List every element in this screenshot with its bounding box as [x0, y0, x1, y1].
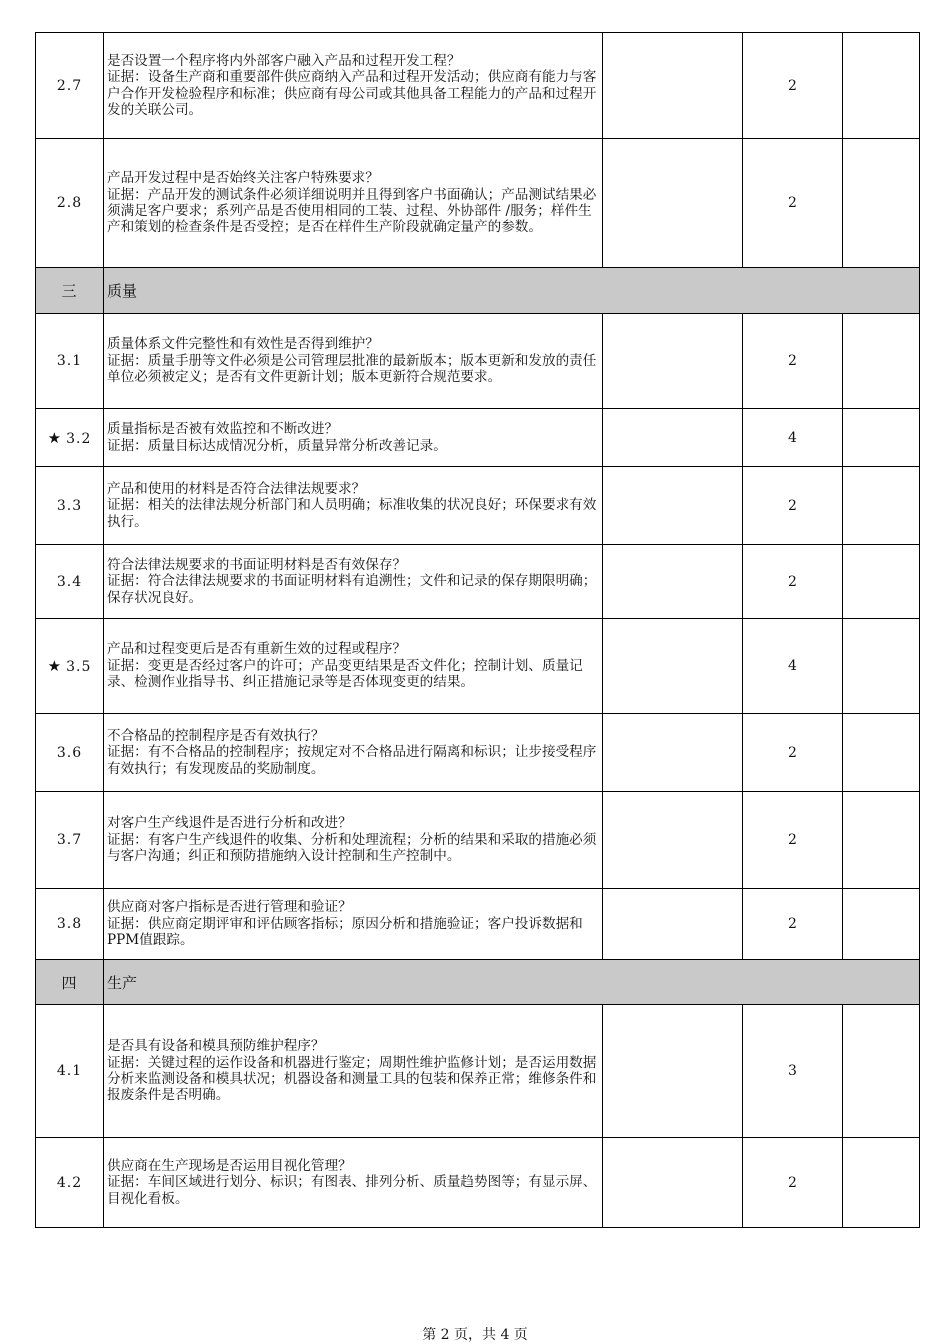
item-question: 对客户生产线退件是否进行分析和改进？: [107, 815, 352, 832]
item-question: 质量体系文件完整性和有效性是否得到维护？: [107, 336, 379, 353]
result-cell: [603, 792, 743, 889]
checklist-row: [36, 792, 920, 889]
item-evidence: 证据：车间区域进行划分、标识；有图表、排列分析、质量趋势图等；有显示屏、目视化看板。: [107, 1174, 597, 1207]
remark-cell: [843, 1005, 920, 1138]
score-cell: 3: [743, 1005, 843, 1138]
item-number: 3.8: [56, 916, 83, 932]
result-cell: [603, 139, 743, 268]
checklist-row: [36, 467, 920, 545]
item-question: 符合法律法规要求的书面证明材料是否有效保存？: [107, 556, 407, 573]
item-number-cell: [36, 889, 104, 960]
result-cell: [603, 409, 743, 467]
remark-cell: [843, 139, 920, 268]
remark-cell: [843, 409, 920, 467]
item-number: 3.7: [56, 832, 83, 848]
score-cell: 2: [743, 33, 843, 139]
item-question: 质量指标是否被有效监控和不断改进？: [107, 421, 339, 438]
checklist-row: [36, 889, 920, 960]
item-content-cell: [104, 409, 603, 467]
section-title: 质量: [104, 268, 920, 314]
score-cell: 2: [743, 889, 843, 960]
item-number-cell: [36, 467, 104, 545]
result-cell: [603, 714, 743, 792]
item-content-cell: [104, 314, 603, 409]
checklist-row: [36, 1005, 920, 1138]
page-footer: 第 2 页，共 4 页: [422, 1327, 528, 1343]
item-evidence: 证据：符合法律法规要求的书面证明材料有追溯性；文件和记录的保存期限明确；保存状况良好。: [107, 573, 597, 606]
remark-cell: [843, 792, 920, 889]
item-number-cell: [36, 1005, 104, 1138]
item-content-cell: [104, 619, 603, 714]
item-evidence: 证据：质量手册等文件必须是公司管理层批准的最新版本；版本更新和发放的责任单位必须被定义；是否有文件更新计划；版本更新符合规范要求。: [107, 352, 597, 386]
checklist-row: [36, 619, 920, 714]
item-content-cell: [104, 545, 603, 619]
item-question: 供应商对客户指标是否进行管理和验证？: [107, 899, 352, 916]
checklist-row: [36, 409, 920, 467]
result-cell: [603, 467, 743, 545]
item-evidence: 证据：供应商定期评审和评估顾客指标；原因分析和措施验证；客户投诉数据和 PPM值跟踪。: [107, 915, 583, 949]
item-evidence: 证据：变更是否经过客户的许可；产品变更结果是否文件化；控制计划、质量记录、检测作业指导书、纠正措施记录等是否体现变更的结果。: [107, 657, 583, 691]
remark-cell: [843, 889, 920, 960]
score-cell: 2: [743, 792, 843, 889]
checklist-row: [36, 1138, 920, 1228]
item-number: 2.7: [56, 77, 83, 94]
item-question: 不合格品的控制程序是否有效执行？: [107, 727, 325, 744]
item-evidence: 证据：设备生产商和重要部件供应商纳入产品和过程开发活动；供应商有能力与客户合作开发检验程序和标准；供应商有母公司或其他具备工程能力的产品和过程开发的关联公司。: [107, 69, 597, 118]
item-number: 3.1: [56, 353, 83, 369]
item-number: 3.4: [56, 573, 83, 590]
item-number: 3.3: [56, 497, 83, 514]
key-item-star-icon: ★: [47, 428, 63, 447]
item-number: 4.1: [56, 1063, 83, 1079]
remark-cell: [843, 467, 920, 545]
checklist-row: [36, 314, 920, 409]
section-header-row: [36, 268, 920, 314]
remark-cell: [843, 545, 920, 619]
item-evidence: 证据：关键过程的运作设备和机器进行鉴定；周期性维护监修计划；是否运用数据分析来监测设备和模具状况；机器设备和测量工具的包装和保养正常；维修条件和报废条件是否明确。: [107, 1054, 597, 1104]
item-question: 是否设置一个程序将内外部客户融入产品和过程开发工程？: [107, 52, 461, 69]
remark-cell: [843, 619, 920, 714]
audit-checklist-table: [35, 32, 920, 1228]
section-number: 四: [36, 960, 104, 1005]
item-content-cell: [104, 792, 603, 889]
score-cell: 2: [743, 545, 843, 619]
item-number-cell: [36, 139, 104, 268]
item-number: 3.2: [66, 430, 92, 447]
item-question: 产品开发过程中是否始终关注客户特殊要求？: [107, 170, 379, 187]
key-item-star-icon: ★: [47, 657, 63, 675]
checklist-row: [36, 33, 920, 139]
score-cell: 2: [743, 139, 843, 268]
score-cell: 4: [743, 619, 843, 714]
result-cell: [603, 619, 743, 714]
result-cell: [603, 889, 743, 960]
score-cell: 4: [743, 409, 843, 467]
score-cell: 2: [743, 314, 843, 409]
item-evidence: 证据：有客户生产线退件的收集、分析和处理流程；分析的结果和采取的措施必须与客户沟通；纠正和预防措施纳入设计控制和生产控制中。: [107, 831, 597, 865]
item-content-cell: [104, 889, 603, 960]
item-evidence: 证据：质量目标达成情况分析，质量异常分析改善记录。: [107, 437, 447, 454]
result-cell: [603, 33, 743, 139]
item-content-cell: [104, 1005, 603, 1138]
item-question: 产品和过程变更后是否有重新生效的过程或程序？: [107, 641, 407, 658]
item-number: 4.2: [56, 1174, 83, 1191]
item-content-cell: [104, 139, 603, 268]
section-title: 生产: [104, 960, 920, 1005]
result-cell: [603, 314, 743, 409]
item-number-cell: [36, 409, 104, 467]
item-question: 产品和使用的材料是否符合法律法规要求？: [107, 480, 366, 497]
item-number-cell: [36, 792, 104, 889]
item-number: 3.6: [56, 744, 83, 761]
item-number-cell: [36, 714, 104, 792]
remark-cell: [843, 33, 920, 139]
section-header-row: [36, 960, 920, 1005]
section-number: 三: [36, 268, 104, 314]
result-cell: [603, 545, 743, 619]
checklist-row: [36, 545, 920, 619]
item-number-cell: [36, 33, 104, 139]
score-cell: 2: [743, 467, 843, 545]
item-content-cell: [104, 1138, 603, 1228]
item-number-cell: [36, 545, 104, 619]
item-content-cell: [104, 33, 603, 139]
item-question: 是否具有设备和模具预防维护程序？: [107, 1038, 325, 1055]
item-content-cell: [104, 714, 603, 792]
remark-cell: [843, 314, 920, 409]
remark-cell: [843, 714, 920, 792]
item-content-cell: [104, 467, 603, 545]
item-number-cell: [36, 619, 104, 714]
item-number: 3.5: [66, 659, 92, 675]
item-evidence: 证据：产品开发的测试条件必须详细说明并且得到客户书面确认；产品测试结果必须满足客户要求；系列产品是否使用相同的工装、过程、外协部件 /服务；样件生产和策划的检查条件是否受控；是否在样件生产阶段就确定量产的参数。: [107, 186, 597, 236]
item-evidence: 证据：相关的法律法规分析部门和人员明确；标准收集的状况良好；环保要求有效执行。: [107, 497, 597, 530]
checklist-row: [36, 139, 920, 268]
item-evidence: 证据：有不合格品的控制程序；按规定对不合格品进行隔离和标识；让步接受程序有效执行；有发现废品的奖励制度。: [107, 744, 597, 777]
remark-cell: [843, 1138, 920, 1228]
score-cell: 2: [743, 1138, 843, 1228]
result-cell: [603, 1138, 743, 1228]
checklist-row: [36, 714, 920, 792]
result-cell: [603, 1005, 743, 1138]
item-number-cell: [36, 314, 104, 409]
item-question: 供应商在生产现场是否运用目视化管理？: [107, 1157, 352, 1174]
score-cell: 2: [743, 714, 843, 792]
item-number: 2.8: [56, 195, 83, 211]
item-number-cell: [36, 1138, 104, 1228]
